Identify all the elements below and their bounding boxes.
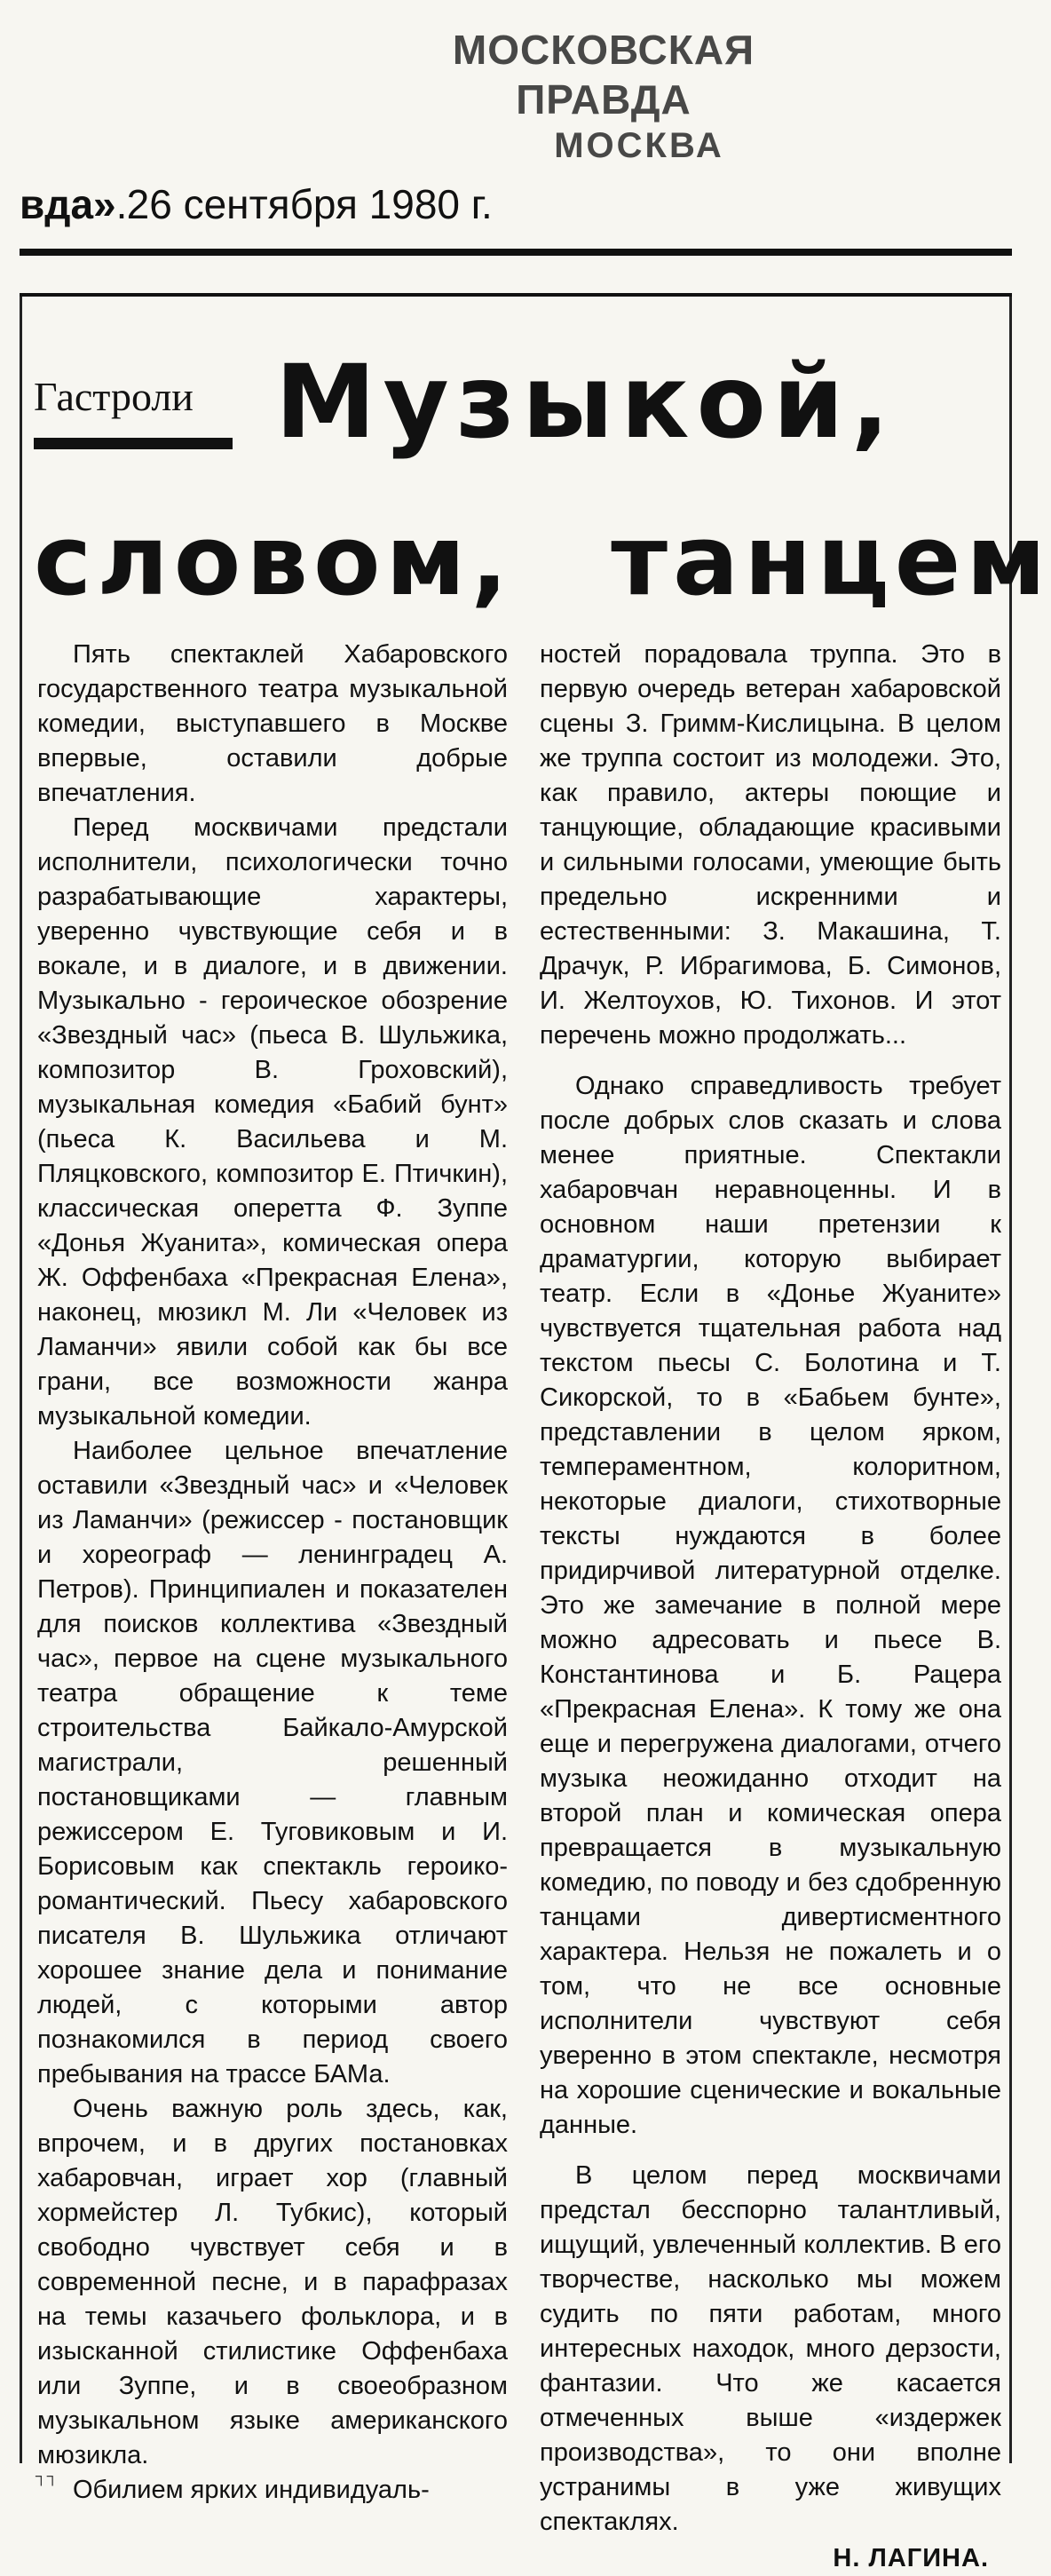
headline-line-2 xyxy=(34,494,1051,627)
article-paragraph: В целом перед москвичами предстал бесспорно талантливый, ищущий, увлеченный коллектив. В его творчестве, насколько мы можем судить по пяти работам, много интересных находок, много дерзости, фантазии. Что же касается отмеченных выше «издержек производства», то они вполне устранимы в уже живущих спектаклях. xyxy=(540,2161,1001,2536)
rubric-underline xyxy=(34,438,233,449)
paragraph-gap xyxy=(540,1053,1001,1069)
headline-line-1: Музыкой, xyxy=(275,343,897,461)
dateline xyxy=(20,178,1031,231)
rubric-label: Гастроли xyxy=(34,374,194,419)
paragraph-gap xyxy=(540,2143,1001,2159)
article-paragraph: Наиболее цельное впечатление оставили «Звездный час» и «Человек из Ламанчи» (режиссер - постановщик и хореограф — ленинградец А. Петров). Принципиален и показателен для поисков коллектива «Звездный час», первое на сцене музыкального театра обращение к теме строительства Байкало-Амурской магистрали, решенный постановщиками — главным режиссером Е. Туговиковым и И. Борисовым как спектакль героико-романтический. Пьесу хабаровского писателя В. Шульжика отличают хорошее знание дела и понимание людей, с которыми автор познакомился в период своего пребывания на трассе БАМа. xyxy=(37,1437,508,2089)
frame-top-rule xyxy=(20,293,1012,297)
article-paragraph: ностей порадовала труппа. Это в первую очередь ветеран хабаровской сцены З. Гримм-Кислицына. В целом же труппа состоит из молодежи. Это, как правило, актеры поющие и танцующие, обладающие красивыми и сильными голосами, умеющие быть предельно искренними и естественными: З. Макашина, Т. Драчук, Р. Ибрагимова, Б. Симонов, И. Желтоухов, Ю. Тихонов. И этот перечень можно продолжать... xyxy=(540,640,1001,1050)
article-paragraph: Очень важную роль здесь, как, впрочем, и в других постановках хабаровчан, играет хор (главный хормейстер Л. Тубкис), который свободно чувствует себя и в современной песне, и в парафразах на темы казачьего фольклора, и в изысканной стилистике Оффенбаха или Зуппе, и в своеобразном музыкальном языке американского мюзикла. xyxy=(37,2095,508,2469)
headline-word-slovom: словом, xyxy=(34,503,514,617)
dateline-date: 26 сентября 1980 г. xyxy=(126,181,493,227)
article-paragraph: Обилием ярких индивидуаль- xyxy=(73,2476,430,2504)
article-column-left xyxy=(37,638,508,2508)
headline-word-tantsem: танцем xyxy=(611,503,1051,617)
dateline-source: вда» xyxy=(20,181,116,227)
author-signature: Н. ЛАГИНА. xyxy=(833,2544,989,2572)
corner-mark: ┐┐ xyxy=(36,2467,59,2485)
stamp-city: МОСКВА xyxy=(554,126,724,165)
top-rule xyxy=(20,249,1012,256)
article-column-right xyxy=(540,638,1001,2576)
frame-left-border xyxy=(20,297,22,2463)
article-paragraph: Пять спектаклей Хабаровского государственного театра музыкальной комедии, выступавшего в Москве впервые, оставили добрые впечатления. xyxy=(37,640,508,807)
newspaper-stamp xyxy=(382,25,826,167)
article-paragraph: Однако справедливость требует после добрых слов сказать и слова менее приятные. Спектакли хабаровчан неравноценны. И в основном наши претензии к драматургии, которую выбирает театр. Если в «Донье Жуаните» чувствуется тщательная работа над текстом пьесы С. Болотина и Т. Сикорской, то в «Бабьем бунте», представлении в целом ярком, темпераментном, колоритном, некоторые диалоги, стихотворные тексты нуждаются в более придирчивой литературной отделке. Это же замечание в полной мере можно адресовать и пьесе В. Константинова и Б. Рацера «Прекрасная Елена». К тому же она еще и перегружена диалогами, отчего музыка неожиданно отходит на второй план и комическая опера превращается в музыкальную комедию, по поводу и без сдобренную танцами дивертисментного характера. Нельзя не пожалеть и о том, что не все основные исполнители чувствуют себя уверенно в этом спектакле, несмотря на хорошие сценические и вокальные данные. xyxy=(540,1072,1001,2139)
dateline-dot: . xyxy=(115,181,128,227)
stamp-title: МОСКОВСКАЯ ПРАВДА xyxy=(452,27,755,123)
article-paragraph: Перед москвичами предстали исполнители, психологически точно разрабатывающие характеры, уверенно чувствующие себя и в вокале, и в диалоге, и в движении. Музыкально - героическое обозрение «Звездный час» (пьеса В. Шульжика, композитор В. Гроховский), музыкальная комедия «Бабий бунт» (пьеса К. Васильева и М. Пляцковского, композитор Е. Птичкин), классическая оперетта Ф. Зуппе «Донья Жуанита», комическая опера Ж. Оффенбаха «Прекрасная Елена», наконец, мюзикл М. Ли «Человек из Ламанчи» явили собой как бы все грани, все возможности жанра музыкальной комедии. xyxy=(37,813,508,1431)
